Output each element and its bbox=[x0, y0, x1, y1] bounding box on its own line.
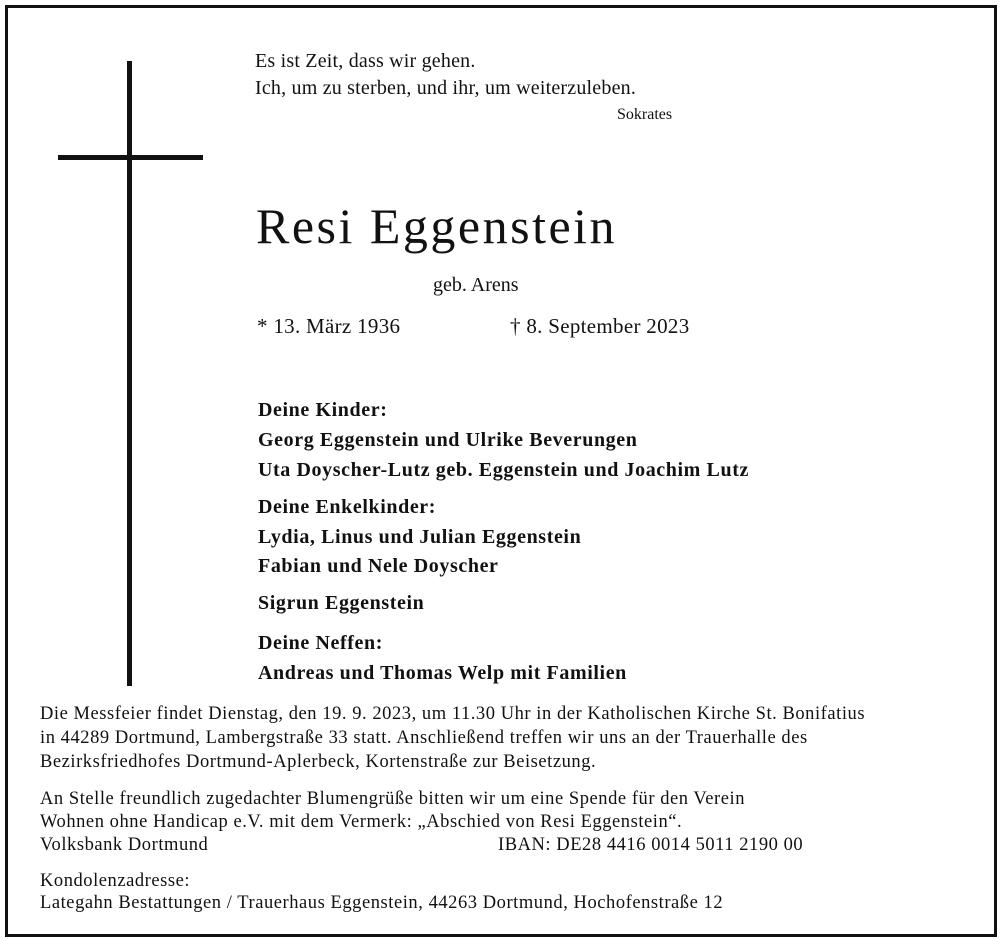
donation-line: Wohnen ohne Handicap e.V. mit dem Vermerk: „Abschied von Resi Eggenstein“. bbox=[40, 812, 683, 832]
quote-author: Sokrates bbox=[617, 106, 673, 123]
family-line: Lydia, Linus und Julian Eggenstein bbox=[258, 526, 582, 548]
bank-iban: IBAN: DE28 4416 0014 5011 2190 00 bbox=[498, 835, 804, 855]
deceased-name: Resi Eggenstein bbox=[256, 198, 618, 254]
birth-name: geb. Arens bbox=[433, 274, 519, 296]
family-line: Uta Doyscher-Lutz geb. Eggenstein und Joachim Lutz bbox=[258, 459, 749, 481]
birth-date: * 13. März 1936 bbox=[257, 314, 401, 338]
family-line: Andreas und Thomas Welp mit Familien bbox=[258, 662, 627, 684]
quote-line-2: Ich, um zu sterben, und ihr, um weiterzuleben. bbox=[255, 77, 637, 99]
service-line: in 44289 Dortmund, Lambergstraße 33 statt. Anschließend treffen wir uns an der Trauerhalle des bbox=[40, 728, 808, 748]
family-line: Georg Eggenstein und Ulrike Beverungen bbox=[258, 429, 638, 451]
quote-line-1: Es ist Zeit, dass wir gehen. bbox=[255, 50, 476, 72]
cross-horizontal-bar bbox=[58, 155, 203, 160]
family-heading-nephews: Deine Neffen: bbox=[258, 632, 383, 654]
death-date: † 8. September 2023 bbox=[510, 314, 690, 338]
service-line: Bezirksfriedhofes Dortmund-Aplerbeck, Kortenstraße zur Beisetzung. bbox=[40, 752, 597, 772]
family-line: Sigrun Eggenstein bbox=[258, 592, 425, 614]
donation-line: An Stelle freundlich zugedachter Blumengrüße bitten wir um eine Spende für den Verein bbox=[40, 789, 746, 809]
family-heading-grandchildren: Deine Enkelkinder: bbox=[258, 496, 437, 518]
condolence-address: Lategahn Bestattungen / Trauerhaus Eggenstein, 44263 Dortmund, Hochofenstraße 12 bbox=[40, 893, 724, 913]
family-line: Fabian und Nele Doyscher bbox=[258, 555, 499, 577]
family-heading-children: Deine Kinder: bbox=[258, 399, 388, 421]
condolence-label: Kondolenzadresse: bbox=[40, 871, 191, 891]
bank-name: Volksbank Dortmund bbox=[40, 835, 209, 855]
service-line: Die Messfeier findet Dienstag, den 19. 9. 2023, um 11.30 Uhr in der Katholischen Kirche St. Bonifatius bbox=[40, 704, 866, 724]
